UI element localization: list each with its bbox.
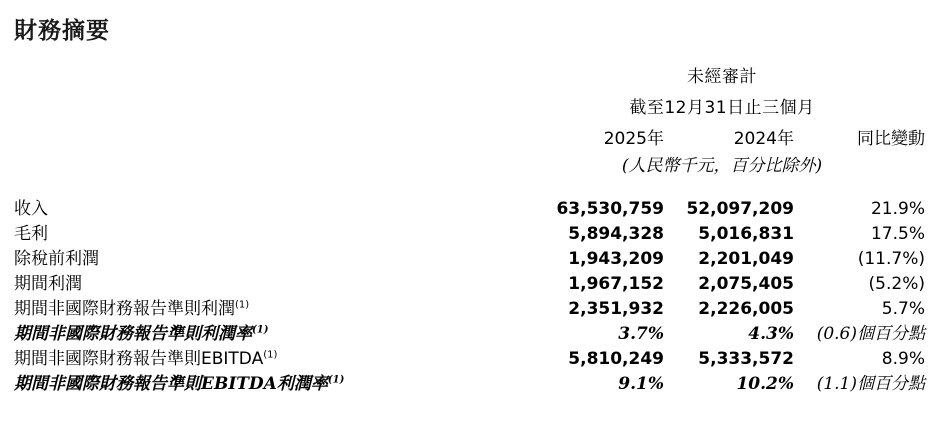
row-value-current: 3.7%	[618, 324, 664, 344]
footnote-marker: (1)	[235, 299, 250, 311]
footnote-marker: (1)	[327, 374, 345, 386]
page-title: 財務摘要	[14, 18, 110, 44]
row-value-current: 9.1%	[618, 374, 664, 394]
header-row-unit	[14, 151, 925, 194]
header-unaudited: 未經審計	[687, 67, 757, 87]
financial-summary-table	[14, 62, 925, 394]
row-value-current: 1,943,209	[568, 249, 664, 269]
row-value-change: (11.7%)	[857, 249, 925, 269]
row-value-change: 21.9%	[870, 199, 925, 219]
row-value-previous: 52,097,209	[686, 199, 794, 219]
row-value-current: 5,894,328	[568, 224, 664, 244]
footnote-marker: (1)	[252, 324, 269, 336]
row-label: 毛利	[14, 224, 48, 244]
table-row	[14, 294, 925, 319]
table-body	[14, 194, 925, 394]
row-value-change: (1.1)個百分點	[816, 374, 925, 394]
footnote-marker: (1)	[263, 349, 278, 361]
row-label: 期間非國際財務報告準則EBITDA利潤率$^{(1)}$	[14, 374, 345, 394]
header-spacer	[14, 151, 519, 194]
header-row-columns	[14, 124, 925, 151]
row-value-current: 2,351,932	[568, 299, 664, 319]
header-spacer	[14, 124, 519, 151]
row-label: 期間非國際財務報告準則EBITDA$^{(1)}$	[14, 349, 278, 369]
header-unit-note: (人民幣千元，百分比除外)	[621, 156, 823, 176]
row-value-previous: 10.2%	[736, 374, 794, 394]
row-label: 期間非國際財務報告準則利潤$^{(1)}$	[14, 299, 250, 319]
header-year-previous: 2024年	[733, 129, 794, 149]
header-change: 同比變動	[857, 129, 925, 149]
table-row	[14, 219, 925, 244]
row-label: 期間非國際財務報告準則利潤率$^{(1)}$	[14, 324, 269, 344]
table-row	[14, 194, 925, 219]
table-row	[14, 344, 925, 369]
row-label: 期間利潤	[14, 274, 82, 294]
header-spacer	[14, 93, 519, 124]
row-value-previous: 4.3%	[748, 324, 794, 344]
row-label: 除稅前利潤	[14, 249, 99, 269]
header-spacer	[14, 62, 519, 93]
table-row	[14, 269, 925, 294]
header-row-period	[14, 93, 925, 124]
row-value-change: 17.5%	[870, 224, 925, 244]
header-row-unaudited	[14, 62, 925, 93]
row-value-current: 63,530,759	[556, 199, 664, 219]
row-value-previous: 5,016,831	[698, 224, 794, 244]
row-value-previous: 5,333,572	[698, 349, 794, 369]
header-year-current: 2025年	[603, 129, 664, 149]
row-value-change: 8.9%	[881, 349, 925, 369]
table-row	[14, 369, 925, 394]
row-value-current: 5,810,249	[568, 349, 664, 369]
header-period: 截至12月31日止三個月	[629, 98, 815, 118]
row-label: 收入	[14, 199, 48, 219]
table-row	[14, 244, 925, 269]
row-value-change: 5.7%	[881, 299, 925, 319]
table-row	[14, 319, 925, 344]
row-value-current: 1,967,152	[568, 274, 664, 294]
row-value-previous: 2,201,049	[698, 249, 794, 269]
row-value-change: (5.2%)	[868, 274, 925, 294]
row-value-previous: 2,075,405	[698, 274, 794, 294]
row-value-previous: 2,226,005	[698, 299, 794, 319]
table-header	[14, 62, 925, 194]
row-value-change: (0.6)個百分點	[816, 324, 925, 344]
